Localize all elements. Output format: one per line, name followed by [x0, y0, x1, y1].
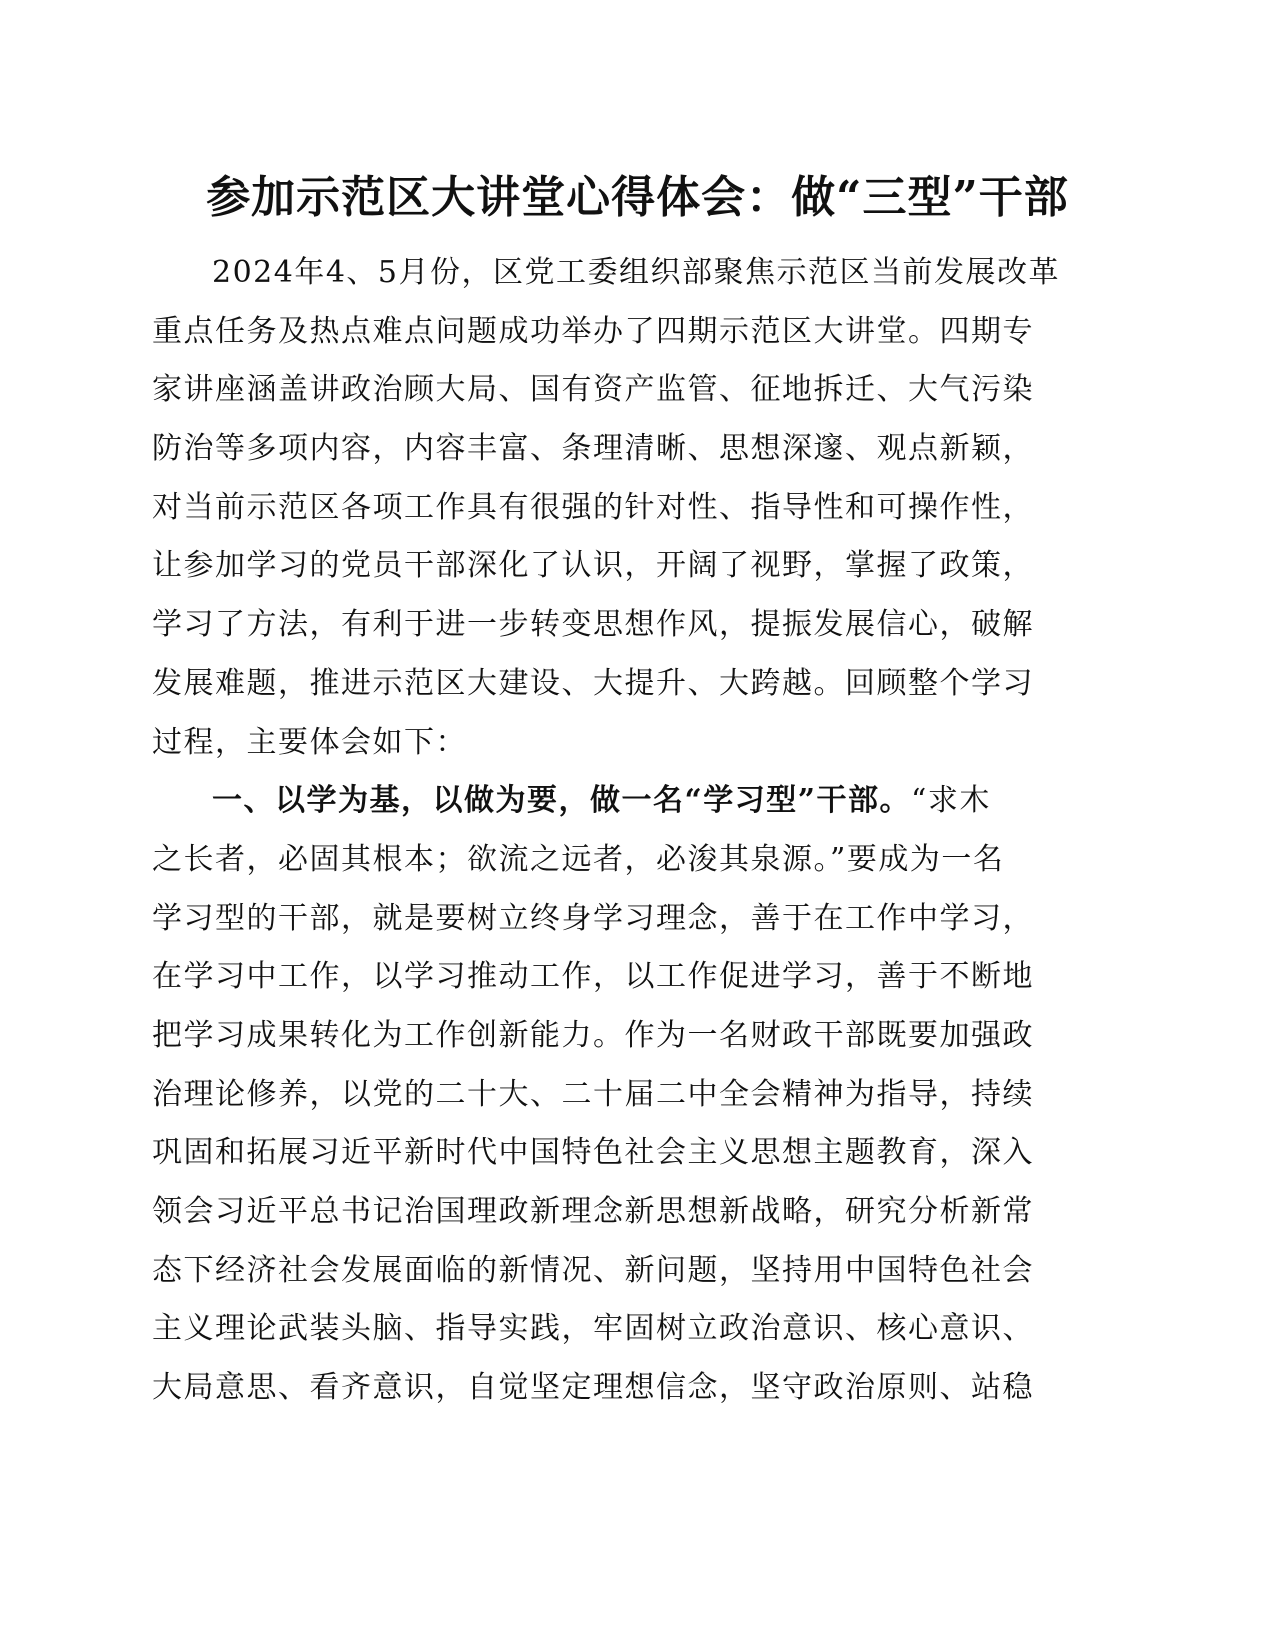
paragraph-2-line: 治理论修养，以党的二十大、二十届二中全会精神为指导，持续	[152, 1076, 1034, 1112]
document-title: 参加示范区大讲堂心得体会：做“三型”干部	[206, 172, 1069, 223]
paragraph-1-line: 让参加学习的党员干部深化了认识，开阔了视野，掌握了政策，	[152, 548, 1034, 584]
paragraph-2-line: 大局意思、看齐意识，自觉坚定理想信念，坚守政治原则、站稳	[152, 1370, 1034, 1406]
paragraph-1-line: 家讲座涵盖讲政治顾大局、国有资产监管、征地拆迁、大气污染	[152, 372, 1034, 408]
paragraph-1-line: 重点任务及热点难点问题成功举办了四期示范区大讲堂。四期专	[152, 313, 1034, 349]
paragraph-2-line: 主义理论武装头脑、指导实践，牢固树立政治意识、核心意识、	[152, 1311, 1034, 1347]
paragraph-2-line: 领会习近平总书记治国理政新理念新思想新战略，研究分析新常	[152, 1194, 1034, 1229]
paragraph-2-line: 学习型的干部，就是要树立终身学习理念，善于在工作中学习，	[152, 900, 1034, 936]
paragraph-2-line: 在学习中工作，以学习推动工作，以工作促进学习，善于不断地	[152, 959, 1034, 995]
paragraph-1-line: 对当前示范区各项工作具有很强的针对性、指导性和可操作性，	[152, 489, 1034, 525]
paragraph-2-line: 之长者，必固其根本；欲流之远者，必浚其泉源。”要成为一名	[152, 841, 1005, 877]
section-1-first-line-rest: “求木	[911, 783, 991, 819]
paragraph-2-line: 态下经济社会发展面临的新情况、新问题，坚持用中国特色社会	[152, 1252, 1034, 1288]
section-1-heading: 一、以学为基，以做为要，做一名“学习型”干部。	[212, 783, 912, 819]
paragraph-2-line: 把学习成果转化为工作创新能力。作为一名财政干部既要加强政	[152, 1017, 1034, 1053]
paragraph-2-line: 巩固和拓展习近平新时代中国特色社会主义思想主题教育，深入	[152, 1135, 1034, 1171]
paragraph-1-line: 学习了方法，有利于进一步转变思想作风，提振发展信心，破解	[152, 607, 1034, 643]
paragraph-1-line: 防治等多项内容，内容丰富、条理清晰、思想深邃、观点新颖，	[152, 431, 1034, 467]
paragraph-1-line: 发展难题，推进示范区大建设、大提升、大跨越。回顾整个学习	[152, 665, 1034, 701]
document-body	[152, 244, 1087, 1418]
paragraph-1-line: 过程，主要体会如下：	[152, 724, 467, 760]
section-1-first-line	[152, 772, 1087, 831]
paragraph-1-line: 2024年4、5月份，区党工委组织部聚焦示范区当前发展改革	[212, 255, 1061, 290]
